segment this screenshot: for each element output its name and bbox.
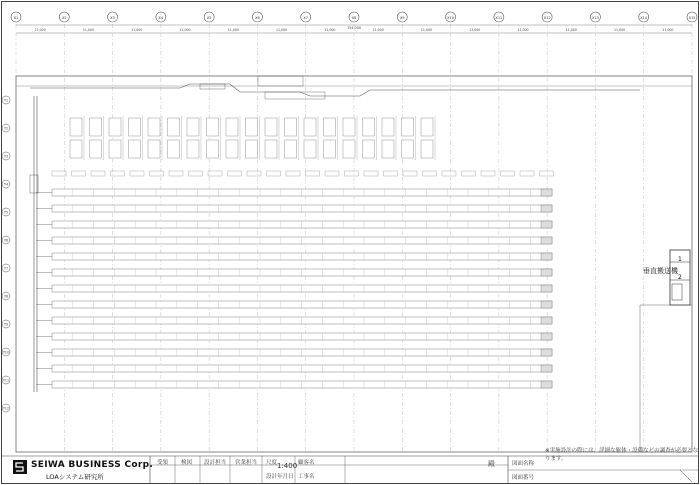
picking-station (343, 118, 355, 136)
grid-label-X3: X3 (110, 16, 115, 20)
rack-row (52, 285, 552, 292)
row-label-Y5: Y5 (4, 210, 8, 215)
buffer-box (286, 171, 300, 176)
buffer-box (267, 171, 281, 176)
picking-station (109, 118, 121, 136)
buffer-box (345, 171, 359, 176)
lifter-slot-1: 1 (678, 256, 682, 263)
buffer-box (52, 171, 66, 176)
dimension-label: 11,000 (227, 28, 239, 32)
picking-station (285, 140, 297, 158)
dimension-label: 11,000 (82, 28, 95, 32)
picking-station (129, 118, 141, 136)
rack-end-station (541, 205, 552, 212)
picking-station (90, 118, 102, 136)
grid-label-X5: X5 (206, 16, 212, 20)
checked-label: 検図 (181, 460, 193, 466)
picking-station (168, 118, 180, 136)
buffer-box (72, 171, 86, 176)
rack-row (52, 381, 552, 388)
dimension-lines (16, 25, 692, 33)
rack-row (52, 269, 552, 276)
design-date-label: 設計年月日 (266, 474, 294, 480)
dimension-label: 11,000 (517, 28, 529, 32)
grid-label-X7: X7 (303, 16, 309, 20)
dimension-label: 11,000 (179, 28, 191, 32)
rack-row (52, 301, 552, 308)
picking-station (402, 118, 414, 136)
picking-station (265, 140, 277, 158)
grid-label-X2: X2 (61, 16, 67, 20)
buffer-box (481, 171, 495, 176)
picking-station (109, 140, 121, 158)
grid-label-X14: X14 (640, 16, 648, 20)
buffer-box (150, 171, 164, 176)
buffer-box (384, 171, 398, 176)
buffer-box (325, 171, 339, 176)
lifter-slot-2: 2 (678, 274, 682, 281)
rack-end-station (541, 253, 552, 260)
received-label: 受領 (157, 460, 169, 466)
equipment-layout (30, 76, 692, 452)
rack-end-station (541, 365, 552, 372)
grid-label-X9: X9 (399, 16, 405, 20)
customer-suffix: 殿 (488, 460, 495, 468)
picking-station (363, 140, 375, 158)
buffer-box (169, 171, 183, 176)
picking-station (246, 140, 258, 158)
picking-station (207, 118, 219, 136)
buffer-box (364, 171, 378, 176)
rack-row (52, 189, 552, 196)
buffer-box (130, 171, 144, 176)
picking-station (324, 140, 336, 158)
buffer-box (247, 171, 261, 176)
dimension-label: 11,000 (372, 28, 384, 32)
drawing-no-label: 図面番号 (512, 475, 535, 481)
conveyor-unit (200, 84, 225, 89)
rack-end-station (541, 221, 552, 228)
design-staff-label: 設計担当 (204, 460, 227, 466)
rack-row (52, 253, 552, 260)
picking-station (70, 118, 82, 136)
customer-label: 顧客名 (298, 460, 315, 466)
rack-row (52, 317, 552, 324)
dimension-label: 11,000 (469, 28, 481, 32)
grid-label-X4: X4 (158, 16, 164, 20)
buffer-box (228, 171, 242, 176)
project-label: 工事名 (298, 474, 315, 480)
rack-end-station (541, 237, 552, 244)
row-label-Y9: Y9 (4, 322, 8, 327)
picking-station (129, 140, 141, 158)
buffer-box (208, 171, 222, 176)
total-dimension-label: 154,000 (346, 26, 362, 30)
buffer-box (442, 171, 456, 176)
rack-end-station (541, 301, 552, 308)
picking-station (363, 118, 375, 136)
rack-row (52, 205, 552, 212)
rack-end-station (541, 333, 552, 340)
drawing-name-label: 図面名称 (512, 461, 535, 467)
rack-end-station (541, 381, 552, 388)
row-label-Y12: Y12 (2, 406, 10, 411)
conveyor-unit (265, 92, 325, 99)
grid-label-X12: X12 (543, 16, 551, 20)
rack-end-station (541, 317, 552, 324)
grid-label-X6: X6 (255, 16, 260, 20)
rack-end-station (541, 269, 552, 276)
row-label-Y11: Y11 (2, 378, 10, 383)
grid-label-X11: X11 (495, 16, 503, 20)
rack-row (52, 349, 552, 356)
row-label-Y6: Y6 (4, 238, 8, 243)
picking-station (246, 118, 258, 136)
dimension-label: 11,000 (324, 28, 336, 32)
row-label-Y8: Y8 (4, 294, 8, 299)
grid-label-X10: X10 (447, 16, 455, 20)
dimension-label: 11,000 (34, 28, 46, 32)
picking-station (265, 118, 277, 136)
buffer-box (520, 171, 534, 176)
rack-end-station (541, 189, 552, 196)
buffer-box (501, 171, 515, 176)
conveyor-unit (258, 76, 303, 86)
dimension-label: 11,000 (565, 28, 577, 32)
buffer-box (403, 171, 417, 176)
picking-station (148, 118, 160, 136)
picking-station (226, 118, 238, 136)
picking-station (207, 140, 219, 158)
buffer-box (423, 171, 437, 176)
rack-row (52, 333, 552, 340)
grid-label-X8: X8 (351, 16, 357, 20)
rack-row (52, 237, 552, 244)
buffer-box (306, 171, 320, 176)
scale-value: 1:400 (277, 462, 298, 470)
grid-label-X13: X13 (591, 16, 599, 20)
row-label-Y3: Y3 (4, 154, 8, 159)
dimension-label: 11,000 (131, 28, 143, 32)
picking-station (168, 140, 180, 158)
grid-label-X15: X15 (688, 16, 696, 20)
design-note: ※実施設計の際には、詳細な躯体・設備などの調査が必要となります。 (545, 448, 699, 462)
picking-station (285, 118, 297, 136)
rack-row (52, 221, 552, 228)
buffer-box (91, 171, 105, 176)
picking-station (304, 118, 316, 136)
dimension-label: 11,000 (613, 28, 626, 32)
company-name: SEIWA BUSINESS Corp. (31, 460, 154, 470)
picking-station (90, 140, 102, 158)
buffer-box (189, 171, 203, 176)
picking-station (70, 140, 82, 158)
picking-station (226, 140, 238, 158)
row-label-Y2: Y2 (4, 126, 8, 131)
dimension-label: 11,000 (420, 28, 433, 32)
dimension-label: 11,000 (662, 28, 674, 32)
picking-station (382, 118, 394, 136)
rack-row (52, 365, 552, 372)
picking-station (148, 140, 160, 158)
lifter-label: 垂直搬送機 (643, 267, 678, 275)
grid-label-X1: X1 (13, 16, 19, 20)
sales-staff-label: 営業担当 (235, 460, 258, 466)
picking-station (402, 140, 414, 158)
scale-label: 尺度 (266, 460, 278, 466)
row-label-Y1: Y1 (4, 98, 8, 103)
row-label-Y7: Y7 (4, 266, 8, 271)
picking-station (187, 140, 199, 158)
picking-station (324, 118, 336, 136)
picking-station (343, 140, 355, 158)
dimension-label: 11,000 (275, 28, 288, 32)
picking-station (421, 118, 433, 136)
rack-end-station (541, 349, 552, 356)
vertical-lifter (643, 250, 690, 305)
picking-station (421, 140, 433, 158)
buffer-box (540, 171, 554, 176)
buffer-box (462, 171, 476, 176)
company-division: LOAシステム研究所 (46, 473, 104, 481)
row-label-Y4: Y4 (4, 182, 8, 187)
row-label-Y10: Y10 (2, 350, 10, 355)
picking-station (304, 140, 316, 158)
rack-end-station (541, 285, 552, 292)
company-logo (13, 460, 27, 474)
picking-station (382, 140, 394, 158)
picking-station (187, 118, 199, 136)
